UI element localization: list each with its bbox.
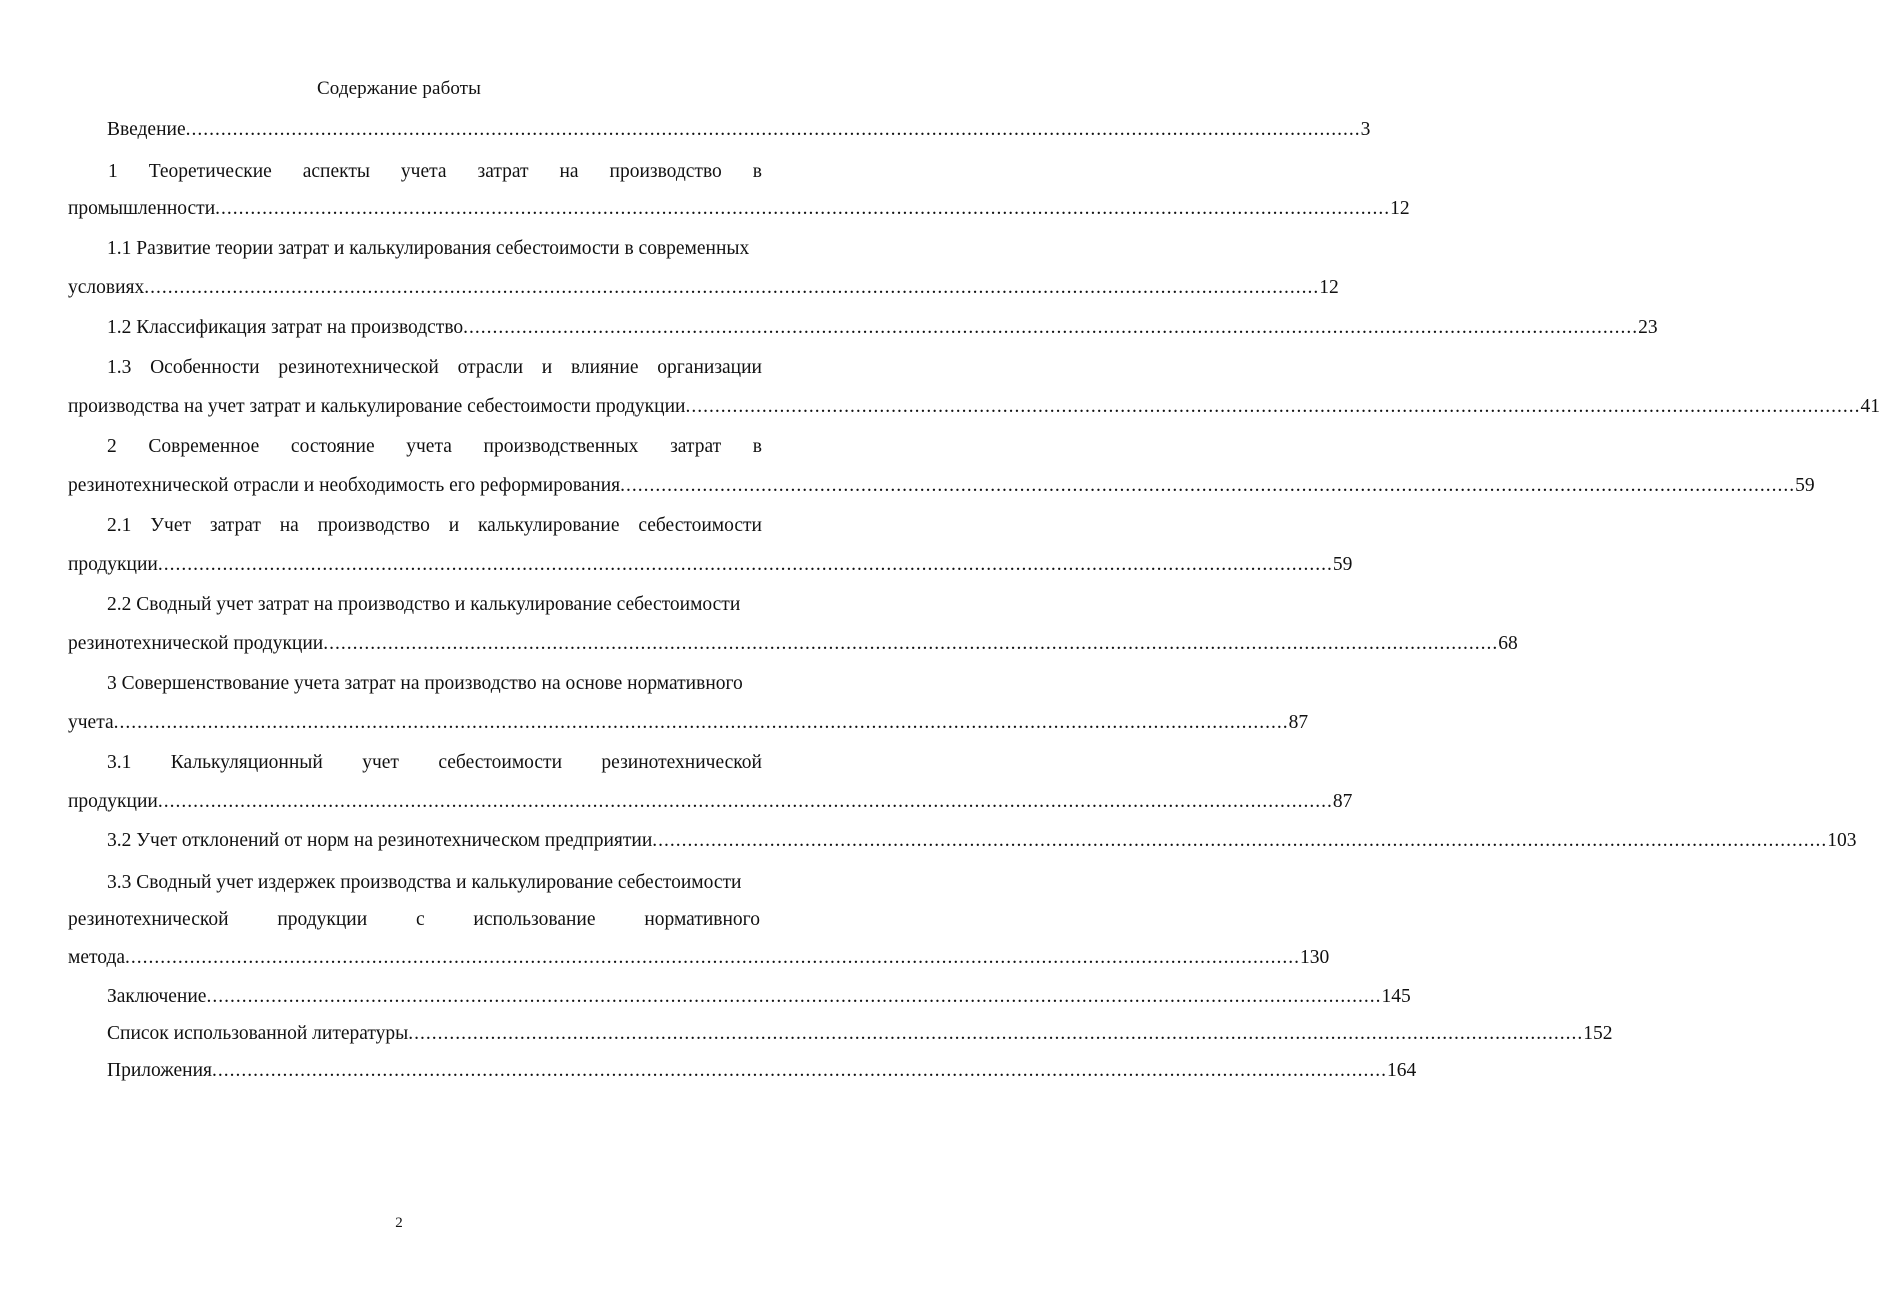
toc-word: затрат (209, 515, 261, 536)
toc-leader-dots: ........................................................................................................................................................................................................ (463, 317, 1639, 338)
toc-leader-dots: ........................................................................................................................................................................................................ (125, 947, 1301, 968)
toc-word: резинотехнической (278, 357, 439, 378)
toc-word: и (448, 515, 460, 536)
toc-leader-dots: ........................................................................................................................................................................................................ (157, 791, 1333, 812)
toc-entry-1-line2 (68, 197, 1410, 221)
toc-word: 2.1 (107, 515, 132, 536)
toc-leader-dots: ........................................................................................................................................................................................................ (144, 277, 1320, 298)
toc-page-number: 3 (1360, 119, 1371, 140)
toc-leader-dots: ........................................................................................................................................................................................................ (157, 554, 1333, 575)
toc-word: 3.1 (107, 752, 132, 773)
toc-page-number: 41 (1860, 396, 1880, 417)
toc-word: отрасли (457, 357, 524, 378)
toc-page-number: 68 (1498, 633, 1518, 654)
toc-entry-1-3-line1 (107, 356, 762, 380)
toc-entry-text: Введение (107, 119, 186, 140)
toc-word: в (752, 436, 762, 457)
toc-page-number: 87 (1332, 791, 1353, 812)
toc-entry-text: Приложения (107, 1060, 212, 1081)
toc-page-number: 87 (1288, 712, 1309, 733)
toc-leader-dots: ........................................................................................................................................................................................................ (211, 1060, 1387, 1081)
toc-entry-references (107, 1022, 1613, 1046)
toc-entry-3-3-line3 (68, 946, 1330, 970)
toc-leader-dots: ........................................................................................................................................................................................................ (113, 712, 1289, 733)
toc-word: с (415, 909, 425, 930)
toc-entry-2-2-line2 (68, 632, 1518, 656)
toc-leader-dots: ........................................................................................................................................................................................................ (323, 633, 1499, 654)
toc-word: учет (362, 752, 399, 773)
toc-word: аспекты (302, 161, 370, 182)
toc-leader-dots: ........................................................................................................................................................................................................ (215, 198, 1391, 219)
toc-word: Калькуляционный (170, 752, 323, 773)
toc-leader-dots: ........................................................................................................................................................................................................ (620, 475, 1796, 496)
toc-page-number: 23 (1638, 317, 1658, 338)
toc-page-number: 59 (1795, 475, 1815, 496)
toc-entry-3-1-line2 (68, 790, 1353, 814)
toc-word: на (559, 161, 579, 182)
toc-word: производственных (483, 436, 639, 457)
toc-word: 1.3 (107, 357, 132, 378)
toc-entry-intro (107, 118, 1371, 142)
toc-leader-dots: ........................................................................................................................................................................................................ (206, 986, 1382, 1007)
toc-entry-2-1-line2 (68, 553, 1353, 577)
toc-entry-text: 3.2 Учет отклонений от норм на резинотехническом предприятии (107, 830, 653, 851)
toc-page-number: 59 (1332, 554, 1353, 575)
toc-entry-2-1-line1 (107, 514, 762, 538)
toc-word: себестоимости (638, 515, 762, 536)
toc-entry-3-3-line2 (68, 908, 760, 932)
toc-entry-text: продукции (68, 554, 158, 575)
toc-entry-text: Список использованной литературы (107, 1023, 409, 1044)
toc-entry-text: резинотехнической продукции (68, 633, 324, 654)
toc-entry-text: 1.2 Классификация затрат на производство (107, 317, 464, 338)
toc-leader-dots: ........................................................................................................................................................................................................ (185, 119, 1361, 140)
toc-entry-text: производства на учет затрат и калькулирование себестоимости продукции (68, 396, 686, 417)
toc-entry-3-2 (107, 829, 1857, 853)
toc-page-number: 12 (1319, 277, 1339, 298)
toc-entry-3-3-line1: 3.3 Сводный учет издержек производства и калькулирование себестоимости (107, 872, 742, 893)
toc-word: резинотехнической (601, 752, 762, 773)
toc-leader-dots: ........................................................................................................................................................................................................ (685, 396, 1861, 417)
toc-word: учета (400, 161, 447, 182)
toc-entry-text: продукции (68, 791, 158, 812)
toc-word: и (541, 357, 553, 378)
toc-entry-2-line2 (68, 474, 1815, 498)
toc-leader-dots: ........................................................................................................................................................................................................ (408, 1023, 1584, 1044)
toc-entry-1-3-line2 (68, 395, 1880, 419)
toc-word: производство (317, 515, 430, 536)
toc-word: себестоимости (438, 752, 563, 773)
toc-entry-2-line1 (107, 435, 762, 459)
toc-word: нормативного (644, 909, 760, 930)
toc-entry-text: промышленности (68, 198, 216, 219)
toc-entry-1-2 (107, 316, 1658, 340)
toc-page-number: 12 (1390, 198, 1410, 219)
toc-word: калькулирование (477, 515, 620, 536)
toc-entry-3-line2 (68, 711, 1309, 735)
toc-word: использование (473, 909, 596, 930)
toc-word: Учет (150, 515, 191, 536)
toc-entry-text: резинотехнической отрасли и необходимость его реформирования (68, 475, 621, 496)
page-number: 2 (395, 1215, 403, 1231)
toc-word: в (752, 161, 762, 182)
toc-entry-1-line1 (108, 160, 762, 184)
toc-entry-appendices (107, 1059, 1417, 1083)
toc-word: Теоретические (148, 161, 272, 182)
toc-word: учета (406, 436, 452, 457)
toc-word: затрат (477, 161, 529, 182)
toc-word: продукции (277, 909, 368, 930)
toc-entry-2-2-line1: 2.2 Сводный учет затрат на производство и калькулирование себестоимости (107, 594, 741, 615)
toc-entry-text: учета (68, 712, 114, 733)
toc-entry-3-line1: 3 Совершенствование учета затрат на производство на основе нормативного (107, 673, 743, 694)
toc-entry-text: Заключение (107, 986, 207, 1007)
toc-word: состояние (290, 436, 375, 457)
toc-entry-conclusion (107, 985, 1411, 1009)
toc-word: резинотехнической (68, 909, 229, 930)
toc-entry-3-1-line1 (107, 751, 762, 775)
toc-page-number: 103 (1827, 830, 1857, 851)
toc-word: затрат (670, 436, 722, 457)
toc-leader-dots: ........................................................................................................................................................................................................ (652, 830, 1828, 851)
toc-entry-1-1-line2 (68, 276, 1339, 300)
toc-word: влияние (570, 357, 639, 378)
toc-word: Современное (148, 436, 260, 457)
toc-word: производство (609, 161, 722, 182)
toc-entry-text: условиях (68, 277, 145, 298)
toc-entry-1-1-line1: 1.1 Развитие теории затрат и калькулирования себестоимости в современных (107, 238, 750, 259)
toc-page-number: 130 (1300, 947, 1330, 968)
toc-word: 1 (108, 161, 118, 182)
toc-page-number: 164 (1386, 1060, 1417, 1081)
toc-word: организации (657, 357, 762, 378)
toc-page-number: 145 (1381, 986, 1411, 1007)
toc-page-number: 152 (1583, 1023, 1613, 1044)
toc-entry-text: метода (68, 947, 126, 968)
page-title: Содержание работы (317, 78, 481, 99)
toc-word: 2 (107, 436, 117, 457)
toc-word: Особенности (150, 357, 260, 378)
toc-word: на (279, 515, 299, 536)
